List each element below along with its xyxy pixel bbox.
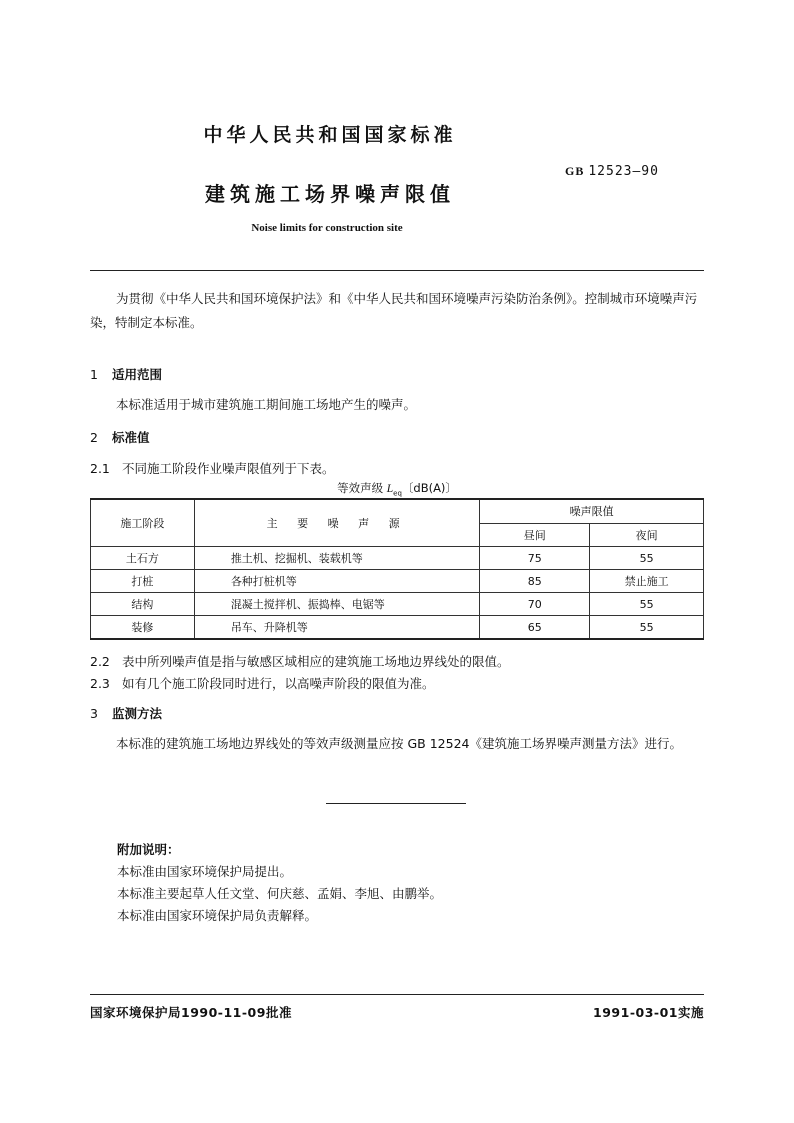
cell-night: 55 [590,616,704,640]
cell-night: 禁止施工 [590,570,704,593]
header-divider [90,270,704,271]
section-3-text: 本标准的建筑施工场地边界线处的等效声级测量应按 GB 12524《建筑施工场界噪声测量方法》进行。 [116,736,682,751]
document-title-english: Noise limits for construction site [251,222,403,234]
footer-approval: 国家环境保护局1990-11-09批准 [90,1005,292,1020]
cell-day: 70 [480,593,590,616]
table-row [91,570,704,593]
footer-divider [90,994,704,995]
cell-stage: 打桩 [91,570,195,593]
standard-code-number: 12523—90 [588,164,659,179]
clause-2-3 [90,674,435,692]
header-stage: 施工阶段 [91,499,195,547]
section-2-number: 2 [90,430,98,445]
section-2-heading [90,428,150,446]
cell-night: 55 [590,547,704,570]
cell-source: 各种打桩机等 [194,570,480,593]
clause-2-1-number: 2.1 [90,461,110,476]
section-2-title: 标准值 [112,430,150,445]
section-3-title: 监测方法 [112,706,163,721]
table-row [91,616,704,640]
document-title: 建筑施工场界噪声限值 [205,182,455,206]
header-limit: 噪声限值 [480,499,704,523]
table-row [91,547,704,570]
clause-2-2 [90,652,510,670]
table-row [91,593,704,616]
section-3-number: 3 [90,706,98,721]
notes-line: 本标准由国家环境保护局提出。 [117,864,293,879]
table-caption [0,480,794,497]
clause-2-1-text: 不同施工阶段作业噪声限值列于下表。 [122,461,335,476]
cell-source: 吊车、升降机等 [194,616,480,640]
header-source: 主 要 噪 声 源 [194,499,480,547]
cell-stage: 土石方 [91,547,195,570]
clause-2-1 [90,459,335,477]
section-1-number: 1 [90,367,98,382]
standard-code [565,164,659,179]
clause-2-2-text: 表中所列噪声值是指与敏感区域相应的建筑施工场地边界线处的限值。 [122,654,510,669]
section-3-paragraph [90,732,704,756]
end-divider [326,803,466,804]
table-caption-prefix: 等效声级 [337,481,384,495]
section-1-paragraph [90,393,704,417]
clause-2-3-number: 2.3 [90,676,110,691]
intro-text: 为贯彻《中华人民共和国环境保护法》和《中华人民共和国环境噪声污染防治条例》。控制城市环境噪声污染，特制定本标准。 [90,291,698,330]
notes-title: 附加说明： [117,842,180,857]
clause-2-3-text: 如有几个施工阶段同时进行，以高噪声阶段的限值为准。 [122,676,435,691]
notes-line: 本标准由国家环境保护局负责解释。 [117,908,318,923]
cell-day: 85 [480,570,590,593]
noise-limits-table [90,498,704,640]
cell-day: 75 [480,547,590,570]
cell-stage: 结构 [91,593,195,616]
cell-source: 推土机、挖掘机、装载机等 [194,547,480,570]
cell-stage: 装修 [91,616,195,640]
section-1-heading [90,365,162,383]
table-caption-subscript: eq [393,489,402,498]
table-caption-unit: 〔dB(A)〕 [401,481,457,495]
clause-2-2-number: 2.2 [90,654,110,669]
cell-night: 55 [590,593,704,616]
footer-effective: 1991-03-01实施 [593,1005,704,1020]
cell-day: 65 [480,616,590,640]
cell-source: 混凝土搅拌机、振捣棒、电锯等 [194,593,480,616]
section-1-text: 本标准适用于城市建筑施工期间施工场地产生的噪声。 [116,397,417,412]
table-caption-symbol: L [386,483,394,495]
section-1-title: 适用范围 [112,367,163,382]
country-standard-title: 中华人民共和国国家标准 [203,124,457,146]
header-night: 夜间 [590,523,704,547]
header-day: 昼间 [480,523,590,547]
notes-line: 本标准主要起草人任文堂、何庆慈、孟娟、李旭、由鹏举。 [117,886,443,901]
section-3-heading [90,704,162,722]
standard-code-prefix: GB [565,164,585,178]
intro-paragraph [90,287,704,335]
